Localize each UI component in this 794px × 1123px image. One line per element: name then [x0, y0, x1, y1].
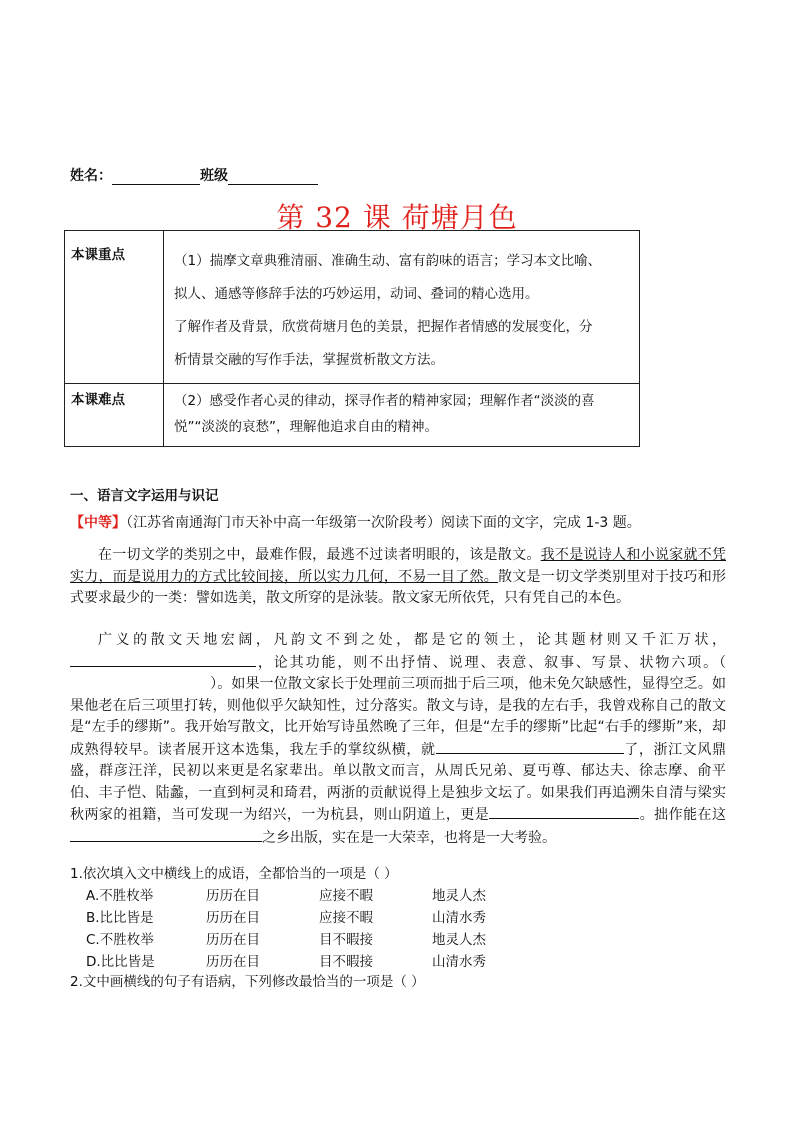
- q1-options: [86, 884, 566, 972]
- class-blank[interactable]: [228, 170, 318, 185]
- name-blank[interactable]: [112, 170, 200, 185]
- difficulty-content: [164, 384, 640, 447]
- lesson-goals-table: [64, 230, 640, 447]
- focus-line: （1）揣摩文章典雅清丽、准确生动、富有韵味的语言；学习本文比喻、: [174, 253, 602, 269]
- passage-text: ）。如果一位散文家长于处理前三项而拙于后三项，他未免欠缺感性，显得空乏。如果他老在后三项里打转，则他似乎欠缺知性，过分落实。散文与诗，是我的左右手，我曾戏称自己的散文是“左手的缪斯”。我开始写散文，比开始写诗虽然晚了三年，但是“左手的缪斯”比起“右手的缪斯”来，却成熟得较早。读者展开这本选集，我左手的掌纹纵横，就: [70, 676, 726, 758]
- option-row-b[interactable]: [86, 906, 566, 928]
- difficulty-row: [65, 384, 640, 447]
- option-item: 目不暇接: [319, 932, 373, 948]
- difficulty-line: 悦”“淡淡的哀愁”，理解他追求自由的精神。: [174, 419, 438, 435]
- option-item: B.比比皆是: [86, 910, 154, 926]
- focus-row: [65, 231, 640, 384]
- passage-text: 散文是一切文学类别里对于技巧和形式要求最少的一类：譬如选美，散文所穿的是泳装。散文家无所依凭，只有凭自己的本色。: [70, 568, 726, 606]
- question-2: 2.文中画横线的句子有语病，下列修改最恰当的一项是（ ）: [70, 974, 425, 990]
- option-item: 地灵人杰: [432, 888, 486, 904]
- option-item: 山清水秀: [432, 954, 486, 970]
- focus-line: 析情景交融的写作手法，掌握赏析散文方法。: [174, 352, 444, 368]
- page-title: 第 32 课 荷塘月色: [276, 201, 518, 234]
- student-info-line: [70, 165, 318, 185]
- fill-blank-1[interactable]: [70, 652, 256, 667]
- passage-text: ，论其功能，则不出抒情、说理、表意、叙事、写景、状物六项。（: [256, 654, 726, 671]
- option-item: 应接不暇: [319, 888, 373, 904]
- fill-blank-4[interactable]: [70, 827, 262, 842]
- passage-paragraph-1: [70, 545, 726, 610]
- focus-content: [164, 231, 640, 384]
- class-label: 班级: [200, 168, 228, 184]
- intro-text: （江苏省南通海门市天补中高一年级第一次阶段考）阅读下面的文字，完成 1-3 题。: [126, 515, 641, 531]
- option-row-d[interactable]: [86, 950, 566, 972]
- section-title: 一、语言文字运用与识记: [70, 488, 219, 504]
- focus-line: 拟人、通感等修辞手法的巧妙运用，动词、叠词的精心选用。: [174, 286, 539, 302]
- option-item: 目不暇接: [319, 954, 373, 970]
- focus-line: 了解作者及背景，欣赏荷塘月色的美景，把握作者情感的发展变化，分: [174, 319, 593, 335]
- question-intro: [70, 513, 726, 535]
- option-item: 历历在目: [206, 954, 260, 970]
- name-label: 姓名：: [70, 168, 112, 184]
- option-item: A.不胜枚举: [86, 888, 154, 904]
- option-item: 地灵人杰: [432, 932, 486, 948]
- difficulty-tag: 【中等】: [70, 515, 126, 531]
- option-row-c[interactable]: [86, 928, 566, 950]
- passage-text: 在一切文学的类别之中，最难作假，最逃不过读者明眼的，该是散文。: [98, 547, 541, 563]
- passage-paragraph-2: [70, 630, 726, 849]
- passage-text: 了，浙江文风鼎盛，群彦汪洋，民初以来更是名家辈出。单以散文而言，从周氏兄弟、夏丏尊、郁达夫、徐志摩、俞平伯、丰子恺、陆蠡，一直到柯灵和琦君，两浙的贡献说得上是独步文坛了。如果我们再追溯朱自清与梁实秋两家的祖籍，当可发现一为绍兴，一为杭县，则山阴道上，更是: [70, 741, 726, 823]
- option-item: C.不胜枚举: [86, 932, 154, 948]
- focus-label: 本课重点: [65, 231, 164, 384]
- option-item: 山清水秀: [432, 910, 486, 926]
- passage-text: 广义的散文天地宏阔，凡韵文不到之处，都是它的领土，论其题材则又千汇万状，: [98, 632, 726, 648]
- question-1: 1.依次填入文中横线上的成语，全都恰当的一项是（ ）: [70, 866, 398, 882]
- underlined-sentence: 我不是说诗人和小说家就不凭实力，而是说用力的方式比较间接，所以实力几何，不易一目了然。: [70, 547, 727, 585]
- option-item: D.比比皆是: [86, 954, 155, 970]
- option-item: 历历在目: [206, 888, 260, 904]
- fill-blank-3[interactable]: [489, 804, 639, 819]
- difficulty-line: （2）感受作者心灵的律动，探寻作者的精神家园；理解作者“淡淡的喜: [174, 393, 595, 409]
- option-item: 应接不暇: [319, 910, 373, 926]
- option-item: 历历在目: [206, 932, 260, 948]
- fill-blank-2[interactable]: [436, 739, 624, 754]
- passage-text: 之乡出版，实在是一大荣幸，也将是一大考验。: [262, 829, 556, 846]
- passage-text: 。拙作能在这: [639, 807, 727, 823]
- option-row-a[interactable]: [86, 884, 566, 906]
- option-item: 历历在目: [206, 910, 260, 926]
- difficulty-label: 本课难点: [65, 384, 164, 447]
